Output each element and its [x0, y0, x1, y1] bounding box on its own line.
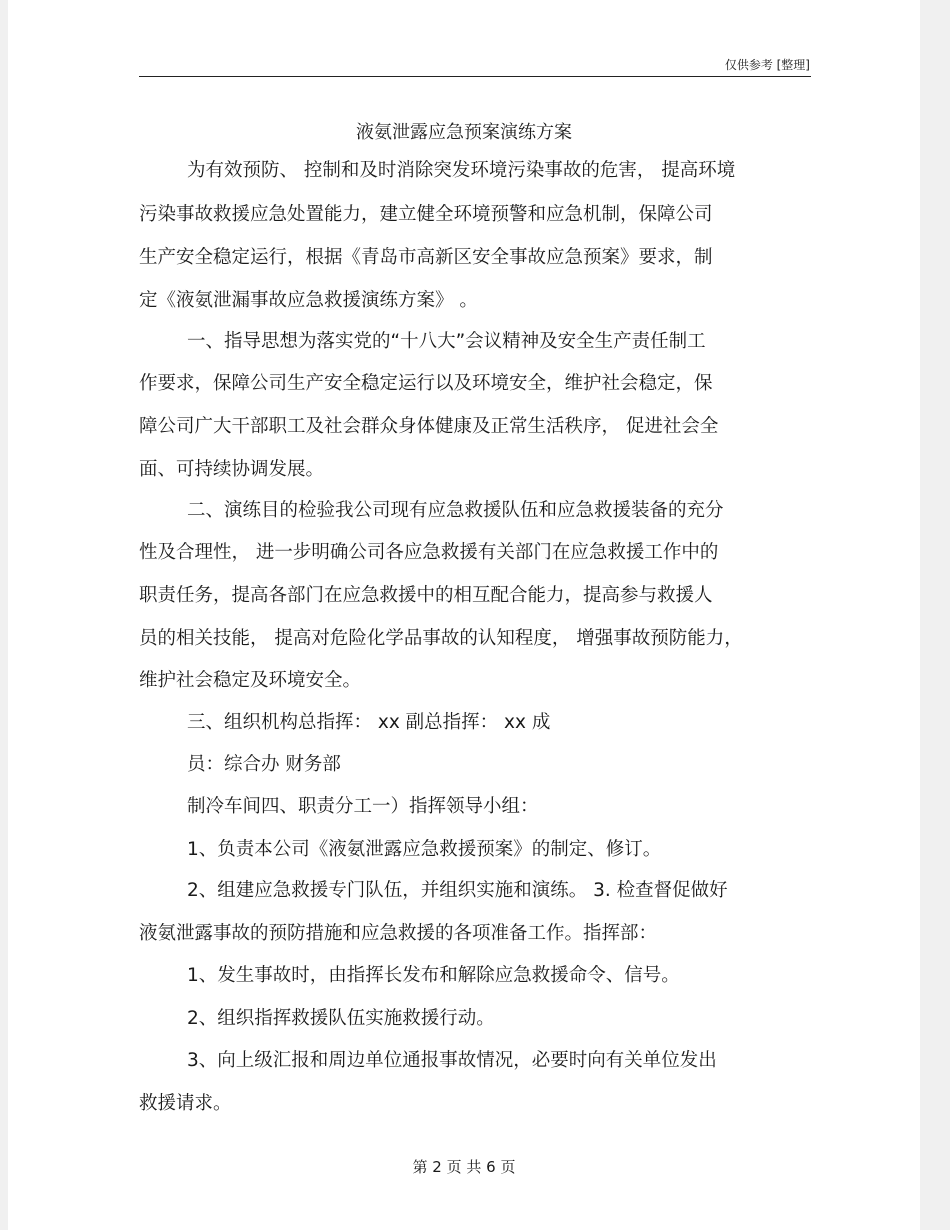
paragraph-line: 三、组织机构总指挥： xx 副总指挥： xx 成 [187, 712, 551, 733]
paragraph-line: 性及合理性， 进一步明确公司各应急救援有关部门在应急救援工作中的 [139, 542, 719, 563]
paragraph-line: 液氨泄露事故的预防措施和应急救援的各项准备工作。指挥部： [139, 923, 658, 944]
document-page [8, 0, 920, 1230]
paragraph-line: 障公司广大干部职工及社会群众身体健康及正常生活秩序， 促进社会全 [139, 416, 719, 437]
paragraph-line: 员的相关技能， 提高对危险化学品事故的认知程度， 增强事故预防能力， [139, 628, 743, 649]
header-divider [139, 76, 811, 77]
paragraph-line: 污染事故救援应急处置能力，建立健全环境预警和应急机制，保障公司 [139, 204, 713, 225]
paragraph-line: 职责任务，提高各部门在应急救援中的相互配合能力，提高参与救援人 [139, 585, 713, 606]
paragraph-line: 维护社会稳定及环境安全。 [139, 670, 362, 691]
paragraph-line: 生产安全稳定运行，根据《青岛市高新区安全事故应急预案》要求，制 [139, 247, 713, 268]
paragraph-line: 为有效预防、 控制和及时消除突发环境污染事故的危害， 提高环境 [187, 160, 736, 181]
paragraph-line: 一、指导思想为落实党的“十八大”会议精神及安全生产责任制工 [187, 331, 706, 352]
paragraph-line: 2、组建应急救援专门队伍，并组织实施和演练。 3. 检查督促做好 [187, 880, 728, 901]
paragraph-line: 二、演练目的检验我公司现有应急救援队伍和应急救援装备的充分 [187, 500, 724, 521]
paragraph-line: 1、发生事故时，由指挥长发布和解除应急救援命令、信号。 [187, 965, 680, 986]
paragraph-line: 面、可持续协调发展。 [139, 459, 325, 480]
paragraph-line: 救援请求。 [139, 1093, 232, 1114]
paragraph-line: 作要求，保障公司生产安全稳定运行以及环境安全，维护社会稳定，保 [139, 373, 713, 394]
paragraph-line: 员：综合办 财务部 [187, 754, 341, 775]
document-title: 液氨泄露应急预案演练方案 [356, 122, 572, 143]
header-label: 仅供参考 [整理] [724, 58, 810, 72]
paragraph-line: 1、负责本公司《液氨泄露应急救援预案》的制定、修订。 [187, 839, 662, 860]
paragraph-line: 3、向上级汇报和周边单位通报事故情况，必要时向有关单位发出 [187, 1050, 717, 1071]
paragraph-line: 制冷车间四、职责分工一）指挥领导小组： [187, 796, 539, 817]
paragraph-line: 定《液氨泄漏事故应急救援演练方案》 。 [139, 290, 478, 311]
paragraph-line: 2、组织指挥救援队伍实施救援行动。 [187, 1008, 495, 1029]
page-number-footer: 第 2 页 共 6 页 [412, 1158, 516, 1176]
